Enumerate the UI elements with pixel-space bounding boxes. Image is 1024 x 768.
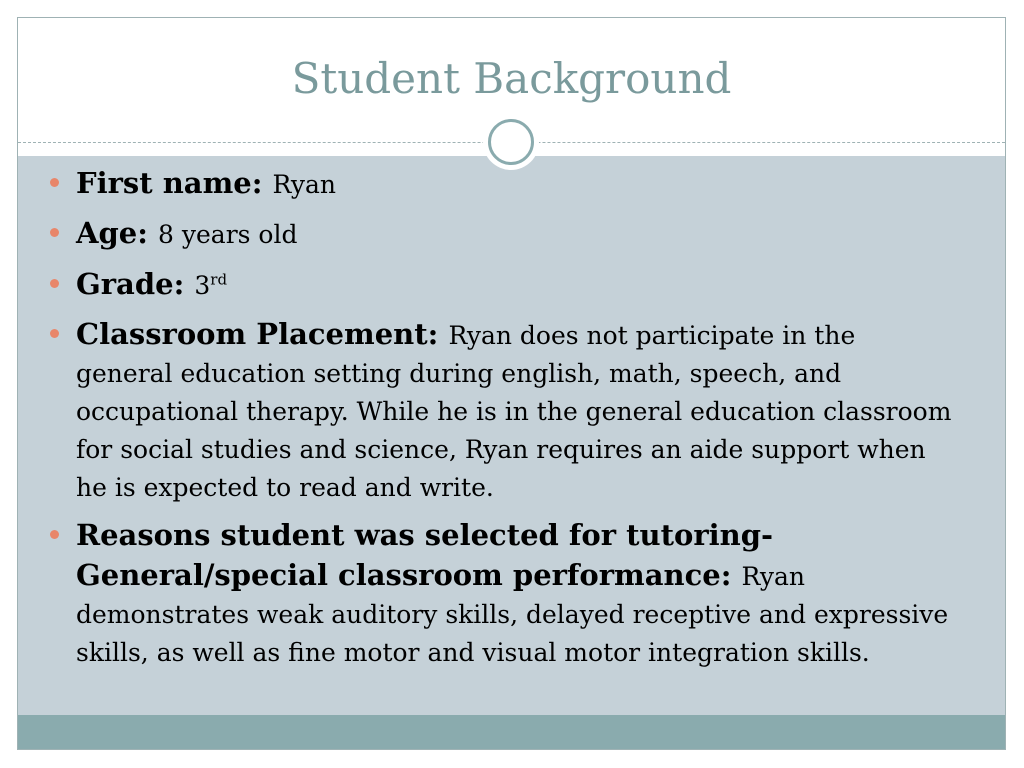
bullet-grade [76,265,956,305]
bullet-label: Reasons student was selected for tutoring- General/special classroom performance: [76,518,774,592]
bullet-dot-icon [50,178,59,187]
bullet-value: 3 [194,271,211,300]
content-area [18,156,1005,715]
slide-title: Student Background [291,54,732,103]
bullet-value: Ryan [272,170,337,199]
ring-icon [488,119,534,165]
bullet-value: Ryan demonstrates weak auditory skills, delayed receptive and expressive skills, as well as fine motor and visual motor integration skills. [76,562,949,667]
bullet-age [76,214,956,254]
bullet-label: Age: [76,216,159,250]
bullet-dot-icon [50,530,59,539]
bullet-dot-icon [50,228,59,237]
bullet-dot-icon [50,279,59,288]
bullet-value: Ryan does not participate in the general education setting during english, math, speech, and occupational therapy. While he is in the general education classroom for social studies and science, Ryan requires an aide support when he is expected to read and write. [76,321,952,502]
footer-band [18,715,1005,750]
bullet-classroom-placement [76,315,956,507]
slide [17,17,1006,750]
bullet-label: Grade: [76,267,195,301]
bullet-first-name [76,164,956,204]
grade-ordinal-suffix: rd [210,270,228,289]
bullet-label: Classroom Placement: [76,317,449,351]
bullet-label: First name: [76,166,273,200]
bullet-selection-reasons [76,516,956,672]
circle-ornament-icon [483,114,539,170]
bullet-dot-icon [50,329,59,338]
bullet-value: 8 years old [158,220,298,249]
